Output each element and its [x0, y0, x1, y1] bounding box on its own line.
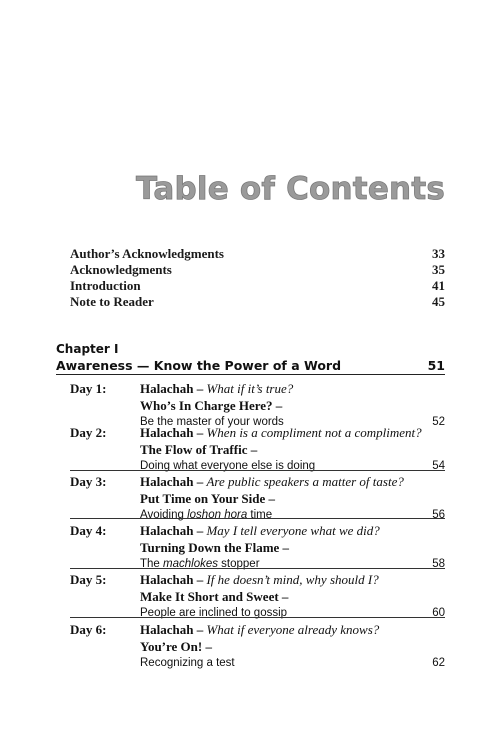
description-text: stopper — [217, 558, 260, 570]
entry-page: 54 — [432, 460, 445, 472]
description — [140, 458, 315, 474]
description-text: Avoiding — [140, 509, 188, 521]
front-matter-list — [70, 246, 445, 310]
description-text: Be the master of your words — [140, 416, 284, 428]
halachah-label: Halachah – — [140, 572, 204, 587]
description — [140, 556, 260, 572]
description-text: Recognizing a test — [140, 657, 235, 669]
entry-divider — [70, 617, 445, 618]
entry-page: 60 — [432, 607, 445, 619]
topic-title: Put Time on Your Side – — [140, 491, 275, 506]
topic-title: You’re On! – — [140, 639, 212, 654]
topic-title: Who’s In Charge Here? – — [140, 398, 283, 413]
toc-entry[interactable] — [70, 262, 445, 278]
halachah-label: Halachah – — [140, 425, 204, 440]
toc-entry-page: 41 — [432, 278, 445, 293]
description-row — [140, 507, 445, 523]
halachah-line — [140, 425, 445, 441]
description-term: loshon hora — [187, 509, 248, 521]
topic-title: The Flow of Traffic – — [140, 442, 258, 457]
entry-divider — [70, 470, 445, 471]
halachah-question: If he doesn’t mind, why should I? — [206, 572, 379, 587]
entry-divider — [70, 518, 445, 519]
entry-page: 56 — [432, 509, 445, 521]
day-label: Day 3: — [70, 474, 107, 489]
day-body — [140, 474, 445, 523]
day-body — [140, 572, 445, 621]
chapter-heading[interactable] — [56, 341, 445, 375]
entry-page: 58 — [432, 558, 445, 570]
entry-page: 52 — [432, 416, 445, 428]
chapter-title: Awareness — Know the Power of a Word — [56, 358, 342, 373]
description-text: The — [140, 558, 164, 570]
description — [140, 605, 287, 621]
halachah-label: Halachah – — [140, 474, 204, 489]
halachah-line — [140, 474, 445, 490]
toc-entry-page: 45 — [432, 294, 445, 309]
description-row — [140, 655, 445, 671]
day-label: Day 6: — [70, 622, 107, 637]
day-body — [140, 523, 445, 572]
description — [140, 507, 272, 523]
chapter-title-row — [56, 357, 445, 375]
day-body — [140, 622, 445, 671]
entry-divider — [70, 568, 445, 569]
description-text: time — [247, 509, 273, 521]
halachah-label: Halachah – — [140, 523, 204, 538]
day-body — [140, 425, 445, 474]
halachah-line — [140, 381, 445, 397]
halachah-question: Are public speakers a matter of taste? — [206, 474, 404, 489]
halachah-question: When is a compliment not a compliment? — [206, 425, 422, 440]
description-term: machlokes — [163, 558, 218, 570]
toc-entry[interactable] — [70, 246, 445, 262]
description-row — [140, 605, 445, 621]
page-title: Table of Contents — [136, 171, 445, 207]
day-body — [140, 381, 445, 430]
halachah-label: Halachah – — [140, 381, 204, 396]
toc-entry-page: 33 — [432, 246, 445, 261]
halachah-line — [140, 572, 445, 588]
chapter-number: Chapter I — [56, 342, 119, 356]
day-label: Day 4: — [70, 523, 107, 538]
halachah-label: Halachah – — [140, 622, 204, 637]
description-text: Doing what everyone else is doing — [140, 460, 316, 472]
description-row — [140, 556, 445, 572]
day-label: Day 2: — [70, 425, 107, 440]
entry-page: 62 — [432, 657, 445, 669]
toc-entry-label: Acknowledgments — [70, 262, 172, 277]
halachah-line — [140, 523, 445, 539]
toc-entry-label: Note to Reader — [70, 294, 154, 309]
halachah-question: What if everyone already knows? — [206, 622, 380, 637]
chapter-page: 51 — [427, 358, 445, 373]
halachah-line — [140, 622, 445, 638]
halachah-question: What if it’s true? — [206, 381, 294, 396]
halachah-question: May I tell everyone what we did? — [206, 523, 380, 538]
topic-title: Make It Short and Sweet – — [140, 589, 289, 604]
topic-title: Turning Down the Flame – — [140, 540, 290, 555]
description-row — [140, 458, 445, 474]
toc-entry[interactable] — [70, 278, 445, 294]
toc-entry[interactable] — [70, 294, 445, 310]
toc-entry-page: 35 — [432, 262, 445, 277]
toc-entry-label: Author’s Acknowledgments — [70, 246, 224, 261]
day-label: Day 5: — [70, 572, 107, 587]
description-text: People are inclined to gossip — [140, 607, 288, 619]
description — [140, 655, 235, 671]
day-label: Day 1: — [70, 381, 107, 396]
toc-entry-label: Introduction — [70, 278, 141, 293]
